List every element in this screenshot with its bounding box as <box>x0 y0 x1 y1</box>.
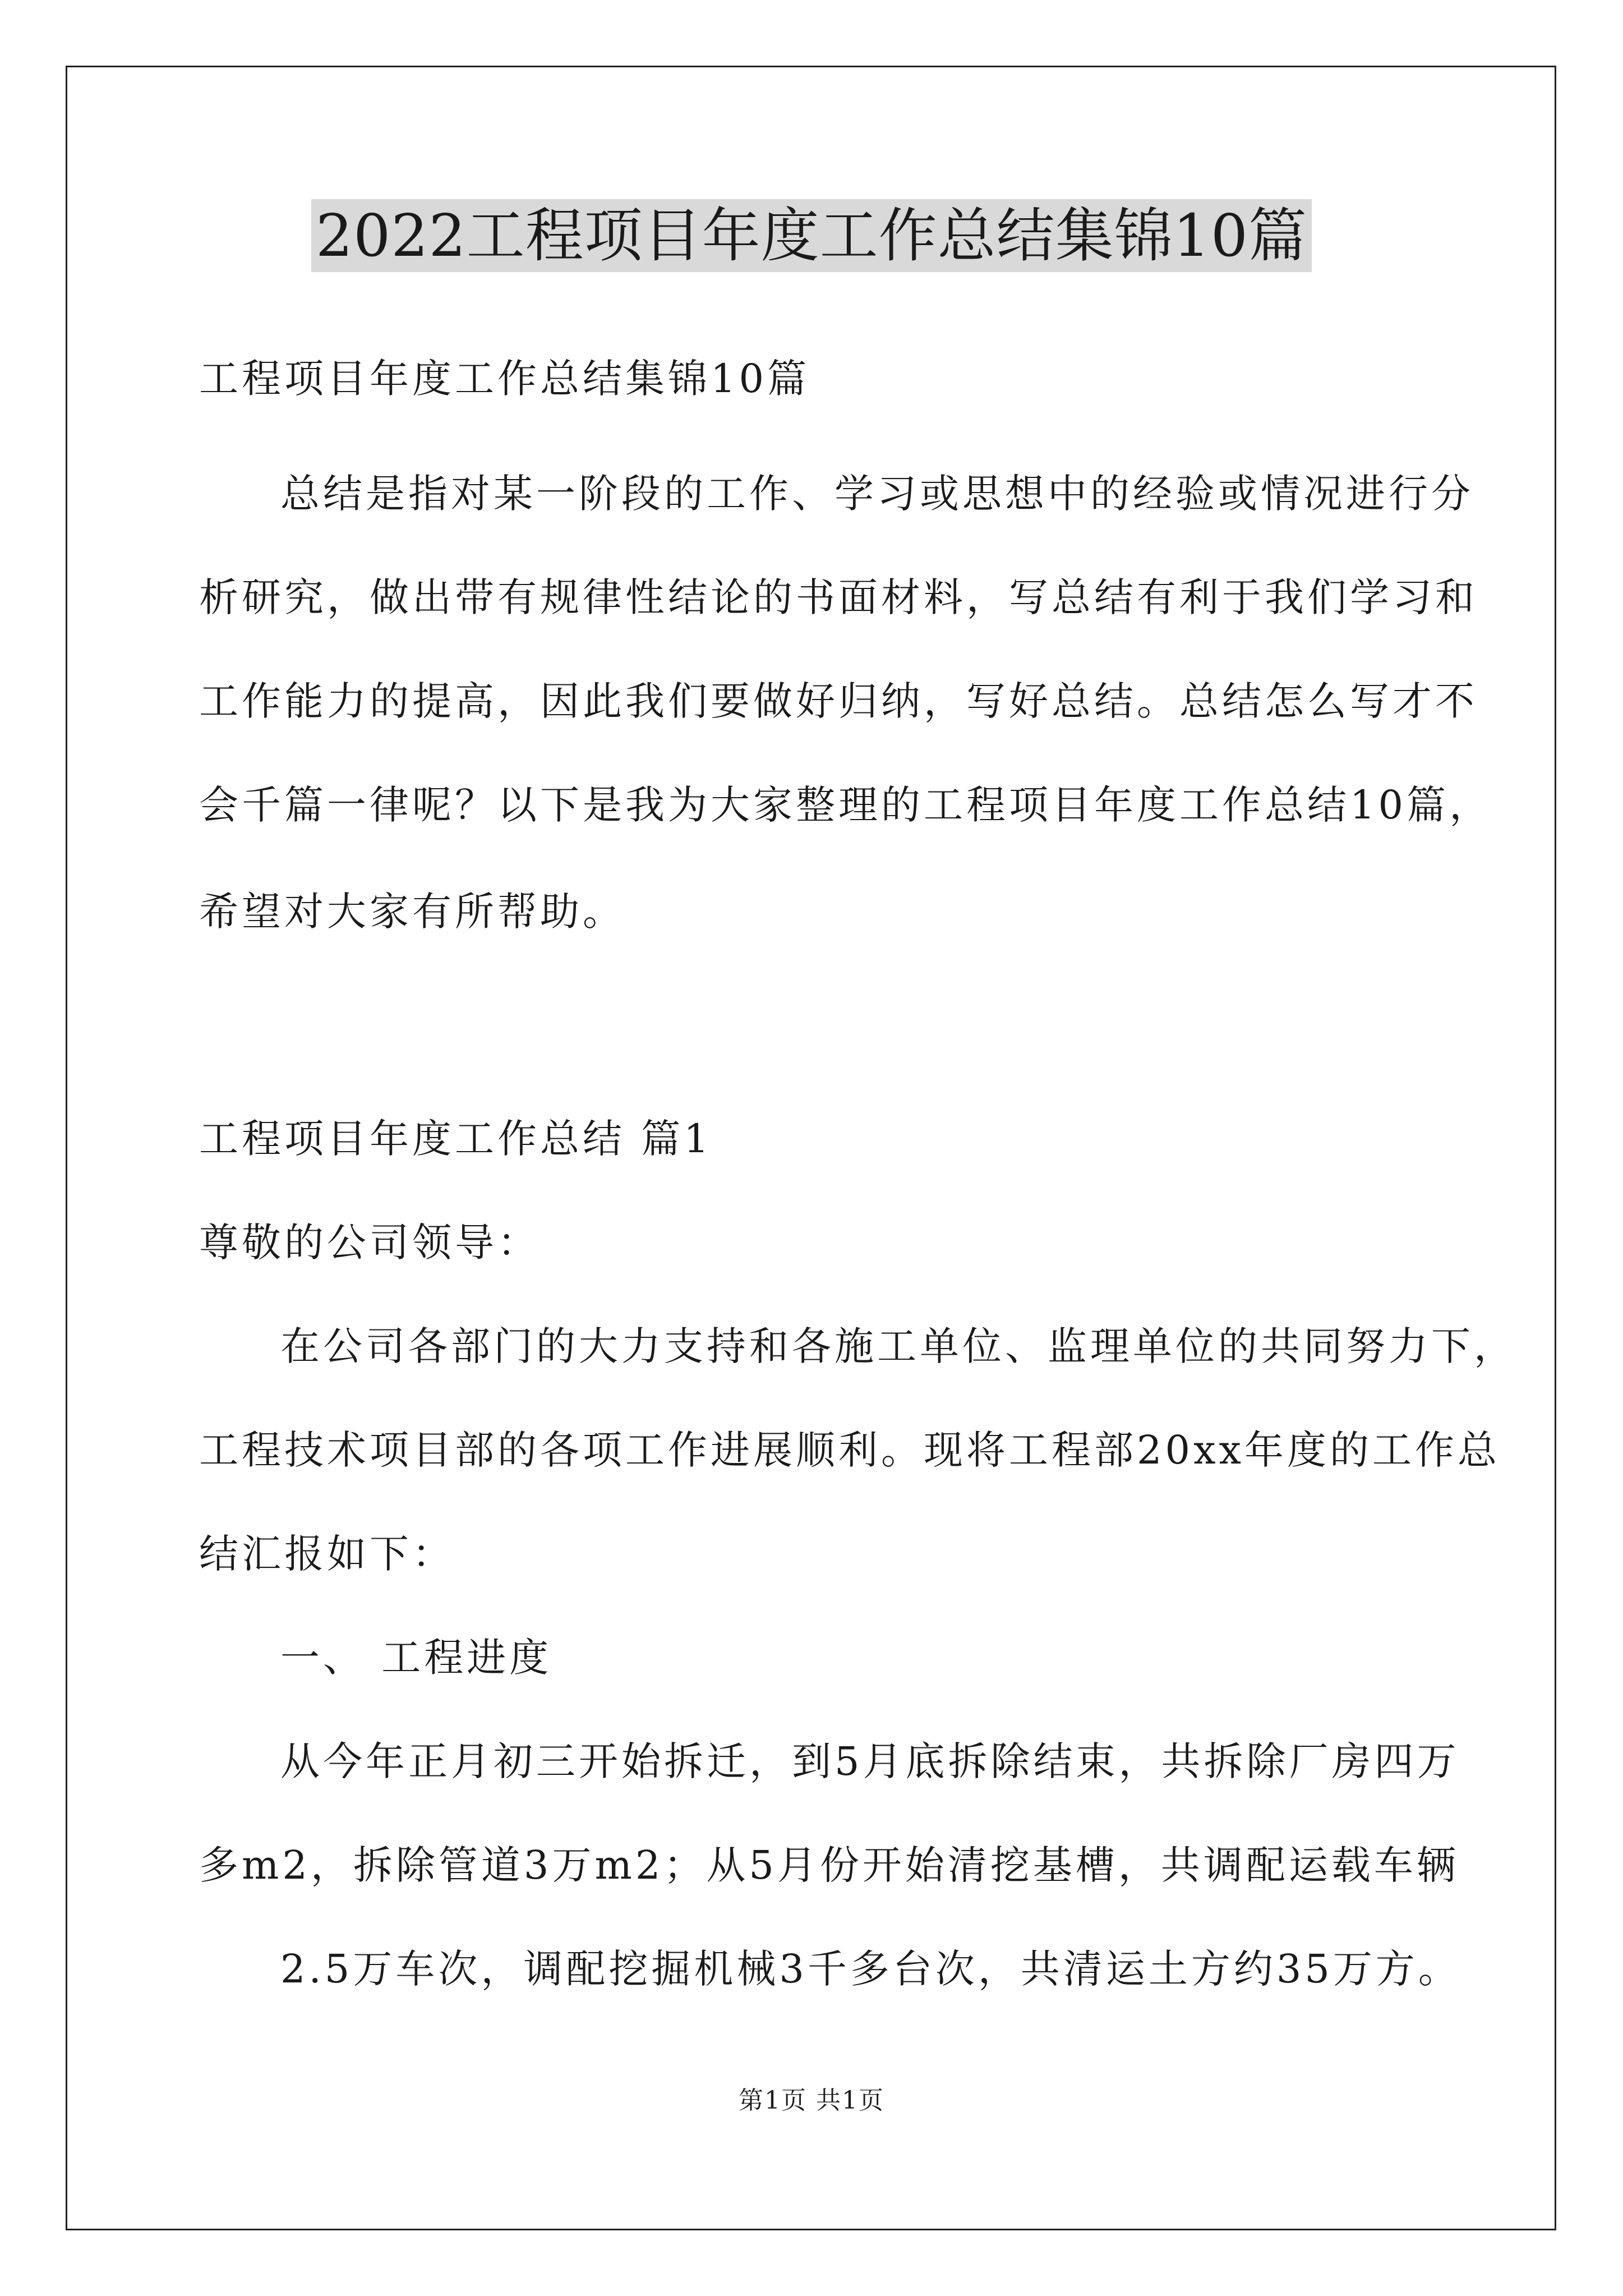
document-title-text: 2022工程项目年度工作总结集锦10篇 <box>311 199 1312 272</box>
page-number-footer: 第1页 共1页 <box>739 2086 884 2115</box>
intro-line: 会千篇一律呢？以下是我为大家整理的工程项目年度工作总结10篇， <box>199 782 1492 828</box>
document-subtitle: 工程项目年度工作总结集锦10篇 <box>199 356 810 402</box>
intro-line: 希望对大家有所帮助。 <box>199 889 625 935</box>
body-line: 从今年正月初三开始拆迁，到5月底拆除结束，共拆除厂房四万 <box>280 1738 1460 1784</box>
body-line: 结汇报如下： <box>199 1531 455 1577</box>
document-title <box>0 194 1623 278</box>
salutation: 尊敬的公司领导： <box>199 1220 540 1266</box>
subsection-heading: 一、 工程进度 <box>280 1635 552 1681</box>
intro-line: 析研究，做出带有规律性结论的书面材料，写总结有利于我们学习和 <box>199 574 1478 620</box>
body-line: 工程技术项目部的各项工作进展顺利。现将工程部20xx年度的工作总 <box>199 1427 1501 1473</box>
body-line: 2.5万车次，调配挖掘机械3千多台次，共清运土方约35万方。 <box>280 1946 1461 1992</box>
section-heading: 工程项目年度工作总结 篇1 <box>199 1116 712 1162</box>
intro-line: 工作能力的提高，因此我们要做好归纳，写好总结。总结怎么写才不 <box>199 678 1478 724</box>
intro-line: 总结是指对某一阶段的工作、学习或思想中的经验或情况进行分 <box>280 471 1474 517</box>
body-line: 在公司各部门的大力支持和各施工单位、监理单位的共同努力下， <box>280 1323 1516 1369</box>
body-line: 多m2，拆除管道3万m2；从5月份开始清挖基槽，共调配运载车辆 <box>199 1842 1459 1888</box>
